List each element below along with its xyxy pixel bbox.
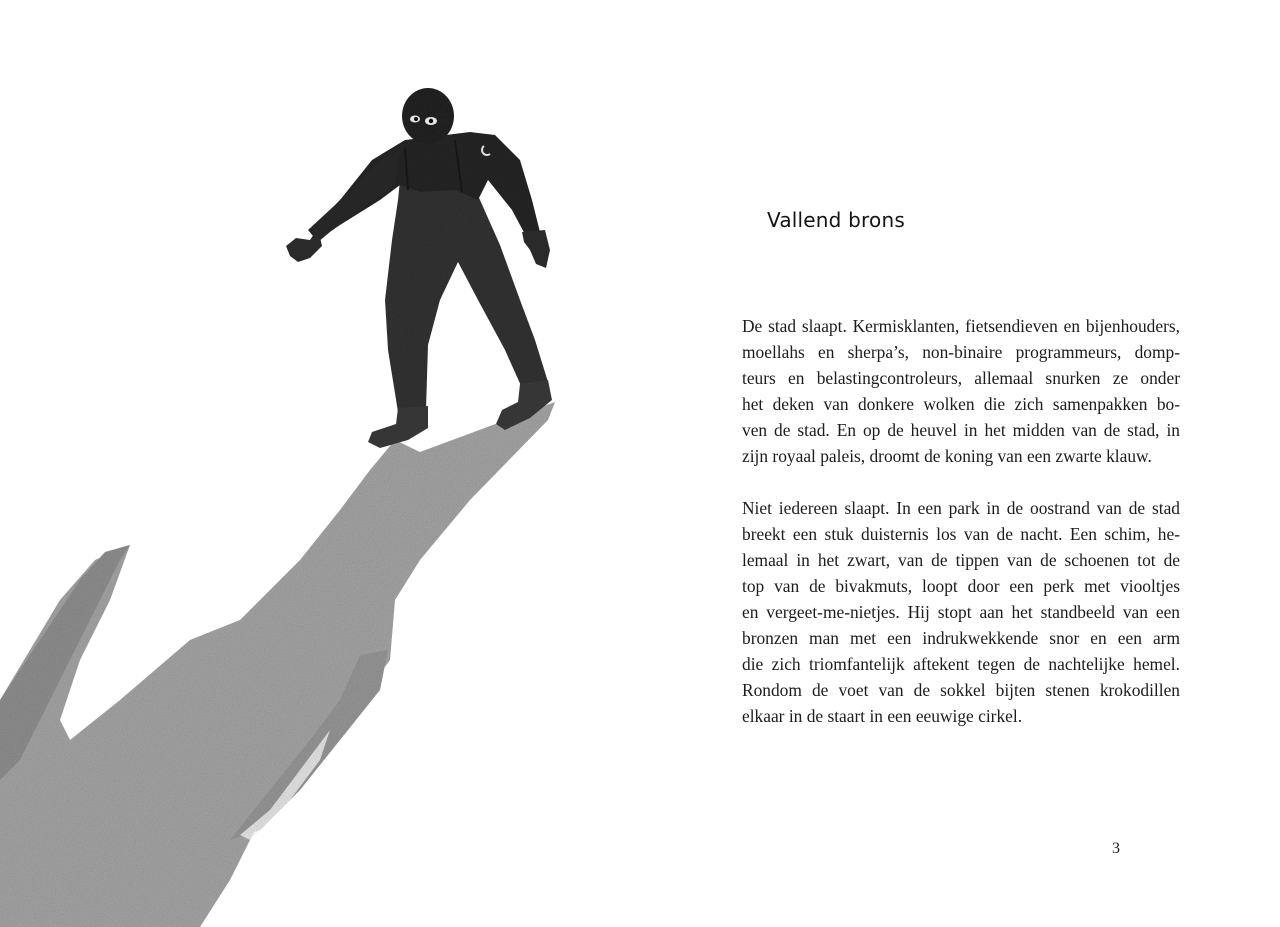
figure-shoe-left xyxy=(368,406,428,448)
text-line: moellahs en sherpa’s, non-binaire programmeurs, domp- xyxy=(742,342,1180,362)
cast-shadow xyxy=(0,402,555,927)
text-line: top van de bivakmuts, loopt door een perk met viooltjes xyxy=(742,576,1180,596)
text-line: het deken van donkere wolken die zich samenpakken bo- xyxy=(742,394,1180,414)
text-page xyxy=(742,0,1182,927)
page-number: 3 xyxy=(1112,840,1120,857)
figure-hand-right xyxy=(522,230,550,268)
text-line: bronzen man met een indrukwekkende snor en een arm xyxy=(742,628,1180,648)
text-line: teurs en belastingcontroleurs, allemaal snurken ze onder xyxy=(742,368,1180,388)
shadow-shape xyxy=(0,402,555,927)
figure-hand-left xyxy=(286,228,322,262)
text-line: De stad slaapt. Kermisklanten, fietsendieven en bijenhouders, xyxy=(742,316,1180,336)
text-line: zijn royaal paleis, droomt de koning van een zwarte klauw. xyxy=(742,446,1152,466)
paragraph-2 xyxy=(742,495,1180,729)
text-line: ven de stad. En op de heuvel in het midden van de stad, in xyxy=(742,420,1180,440)
chapter-title: Vallend brons xyxy=(767,208,905,232)
figure-head xyxy=(402,88,454,144)
chapter-body xyxy=(742,313,1180,755)
masked-figure xyxy=(286,88,552,448)
text-line: en vergeet-me-nietjes. Hij stopt aan het standbeeld van een xyxy=(742,602,1180,622)
text-line: Niet iedereen slaapt. In een park in de oostrand van de stad xyxy=(742,498,1180,518)
text-line: die zich triomfantelijk aftekent tegen de nachtelijke hemel. xyxy=(742,654,1180,674)
text-line: elkaar in de staart in een eeuwige cirkel. xyxy=(742,706,1023,726)
text-line: Rondom de voet van de sokkel bijten stenen krokodillen xyxy=(742,680,1180,700)
text-line: lemaal in het zwart, van de tippen van de schoenen tot de xyxy=(742,550,1180,570)
text-line: breekt een stuk duisternis los van de nacht. Een schim, he- xyxy=(742,524,1180,544)
figure-arm-left xyxy=(308,150,400,242)
paragraph-1 xyxy=(742,313,1180,469)
